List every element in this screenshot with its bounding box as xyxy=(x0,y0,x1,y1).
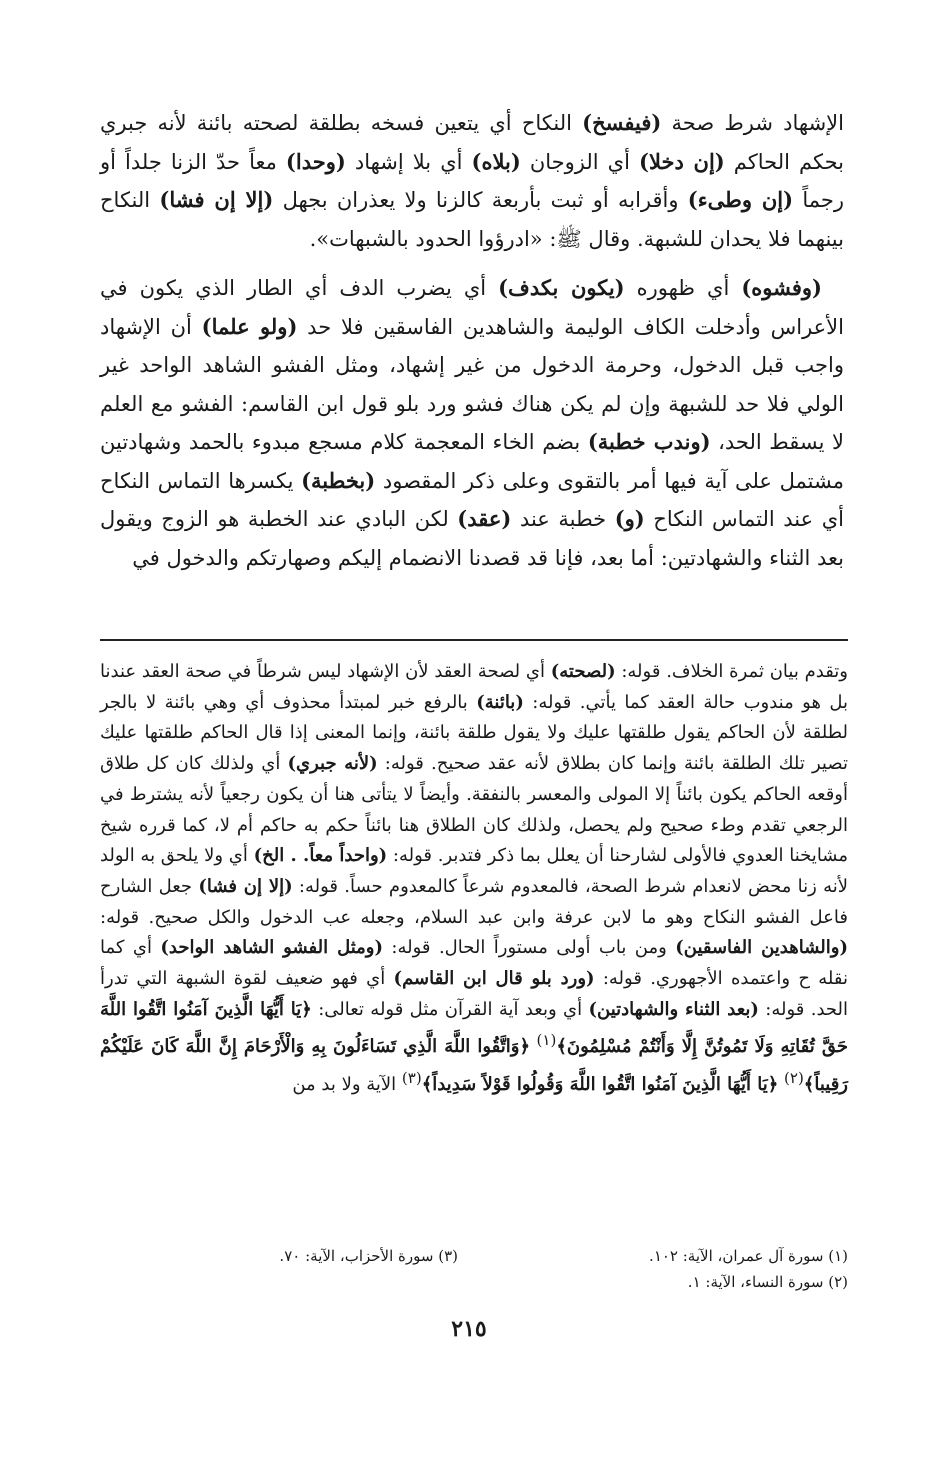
text-run: أي وبعد آية القرآن مثل قوله تعالى: xyxy=(311,998,589,1020)
text-run: النكاح أي يتعين فسخه بطلقة لصحته بائنة لأنه جبري بحكم الحاكم xyxy=(100,111,844,174)
quran-verse: ﴿وَاتَّقُوا اللَّهَ الَّذِي تَسَاءَلُونَ بِهِ وَالْأَرْحَامَ إِنَّ اللَّهَ كَانَ عَلَيْكُمْ رَقِيباً﴾ xyxy=(100,1036,848,1096)
footnotes-column-left xyxy=(98,1243,458,1269)
text-run: الآية ولا بد من xyxy=(292,1074,402,1096)
text-run: جعل الشارح فاعل الفشو النكاح وهو ما لابن عرفة وابن عبد السلام، وجعله عب الدخول والكل صحيح. قوله: xyxy=(100,875,848,928)
bold-term: (إن دخلا) xyxy=(639,148,725,174)
bold-term: (إلا إن فشا) xyxy=(159,187,274,212)
text-run: أن الإشهاد واجب قبل الدخول، وحرمة الدخول من غير إشهاد، ومثل الفشو الشاهد الواحد غير الولي فلا حد للشبهة وإن لم يكن هناك فشو ورد بلو قول ابن القاسم: الفشو مع العلم لا يسقط الحد، xyxy=(100,314,845,454)
main-paragraph-1 xyxy=(100,104,844,258)
footnote-ref: (٣) xyxy=(401,1069,422,1088)
text-run: أي ولذلك كان كل طلاق أوقعه الحاكم يكون بائناً إلا المولى والمعسر بالنفقة. وأيضاً لا يتأتى هنا أن يكون رجعياً لأنه يشترط في الرجعي تقدم وطء صحيح ولم يحصل، ولذلك كان الطلاق هنا بائناً حكم به حاكم أم لا، كما قرره شيخ مشايخنا العدوي فالأولى لشارحنا أن يعلل بما ذكر فتدبر. قوله: xyxy=(100,753,848,867)
text-run: أي ولا يلحق به الولد لأنه زنا محض لانعدام شرط الصحة، فالمعدوم شرعاً كالمعدوم حساً. قوله: xyxy=(99,845,848,897)
text-run: لكن البادي عند الخطبة هو الزوج ويقول بعد الثناء والشهادتين: أما بعد، فإنا قد قصدنا الانضمام إليكم وصهارتكم والدخول في xyxy=(100,507,844,570)
footnote-2: (٢) سورة النساء، الآية: ١. xyxy=(687,1273,848,1291)
bold-term: (وندب خطبة) xyxy=(587,429,711,454)
footnote-1: (١) سورة آل عمران، الآية: ١٠٢. xyxy=(649,1247,848,1265)
bold-term: (إلا إن فشا) xyxy=(198,875,293,897)
bold-term: (وفشوه) xyxy=(741,275,822,300)
quran-verse: ﴿يَا أَيُّهَا الَّذِينَ آمَنُوا اتَّقُوا اللَّهَ حَقَّ تُقَاتِهِ وَلَا تَمُوتُنَّ إِلَّا وَأَنْتُمْ مُسْلِمُونَ﴾ xyxy=(100,998,848,1058)
footnotes xyxy=(100,1243,848,1303)
bold-term: (إن وطىء) xyxy=(687,187,794,212)
bold-term: (بعد الثناء والشهادتين) xyxy=(588,998,759,1020)
text-run: الإشهاد شرط صحة xyxy=(661,111,844,135)
bold-term: (بلاه) xyxy=(471,148,521,174)
text-run: النكاح بينهما فلا يحدان للشبهة. وقال ﷺ: «ادرؤوا الحدود بالشبهات». xyxy=(100,188,844,251)
bold-term: (وحدا) xyxy=(285,148,346,174)
text-run: وتقدم بيان ثمرة الخلاف. قوله: xyxy=(615,661,848,682)
footnote-ref: (١) xyxy=(536,1031,557,1050)
main-text-block xyxy=(100,104,844,577)
text-run: بالرفع خبر لمبتدأ محذوف أي وهي بائنة لا بالجر لطلقة لأن الحاكم يقول طلقتها عليك ولا يقول طلقة بائنة، وإنما المعنى إذا قال الحاكم طلقتها عليك تصير تلك الطلقة بائنة وإنما كان بطلاق لأنه عقد صحيح. قوله: xyxy=(100,691,848,775)
text-run: أي يضرب الدف أي الطار الذي يكون في الأعراس وأدخلت الكاف الوليمة والشاهدين الفاسقين فلا حد xyxy=(100,276,844,339)
page-number: ٢١٥ xyxy=(451,1316,487,1342)
text-run: معاً حدّ الزنا جلداً أو رجماً xyxy=(100,149,844,212)
main-paragraph-2 xyxy=(100,269,844,577)
text-run: أي كما نقله ح واعتمده الأجهوري. قوله: xyxy=(100,937,848,990)
bold-term: (بائنة) xyxy=(476,691,524,713)
text-run: أي بلا إشهاد xyxy=(345,149,472,174)
bold-term: (بخطبة) xyxy=(301,467,376,493)
text-run: أي ظهوره xyxy=(624,276,742,300)
text-run: أي الزوجان xyxy=(520,149,640,174)
text-run: أي فهو ضعيف لقوة الشبهة التي تدرأ الحد. قوله: xyxy=(100,968,849,1020)
bold-term: (لأنه جبري) xyxy=(287,753,378,775)
text-run: ومن باب أولى مستوراً الحال. قوله: xyxy=(383,937,676,959)
text-run: خطبة عند xyxy=(511,507,615,531)
bold-term: (ورد بلو قال ابن القاسم) xyxy=(393,968,595,990)
bold-term: (والشاهدين الفاسقين) xyxy=(675,937,848,959)
commentary-block xyxy=(100,657,848,1101)
bold-term: (و) xyxy=(614,506,645,531)
text-run: يكسرها التماس النكاح أي عند التماس النكاح xyxy=(100,468,844,531)
bold-term: (يكون بكدف) xyxy=(498,275,625,300)
bold-term: (فيفسخ) xyxy=(582,110,662,135)
quran-verse: ﴿يَا أَيُّهَا الَّذِينَ آمَنُوا اتَّقُوا اللَّهَ وَقُولُوا قَوْلاً سَدِيداً﴾ xyxy=(421,1074,779,1096)
text-run: وأقرابه أو ثبت بأربعة كالزنا ولا يعذران بجهل xyxy=(273,188,688,212)
text-run: أي لصحة العقد لأن الإشهاد ليس شرطاً في صحة العقد عندنا بل هو مندوب حالة العقد كما يأتي. قوله: xyxy=(100,661,848,713)
bold-term: (لصحته) xyxy=(550,661,616,682)
bold-term: (عقد) xyxy=(457,506,512,531)
text-run: بضم الخاء المعجمة كلام مسجع مبدوء بالحمد وشهادتين مشتمل على آية فيها أمر بالتقوى وعلى ذكر المقصود xyxy=(100,430,844,493)
section-divider xyxy=(100,639,848,641)
footnote-3: (٣) سورة الأحزاب، الآية: ٧٠. xyxy=(279,1247,458,1265)
footnote-ref: (٢) xyxy=(784,1069,804,1088)
footnotes-column-right xyxy=(488,1243,848,1295)
commentary-paragraph xyxy=(100,657,848,1101)
bold-term: (ولو علما) xyxy=(201,313,298,339)
bold-term: (ومثل الفشو الشاهد الواحد) xyxy=(160,937,383,959)
bold-term: (واحداً معاً. . الخ) xyxy=(253,845,388,867)
